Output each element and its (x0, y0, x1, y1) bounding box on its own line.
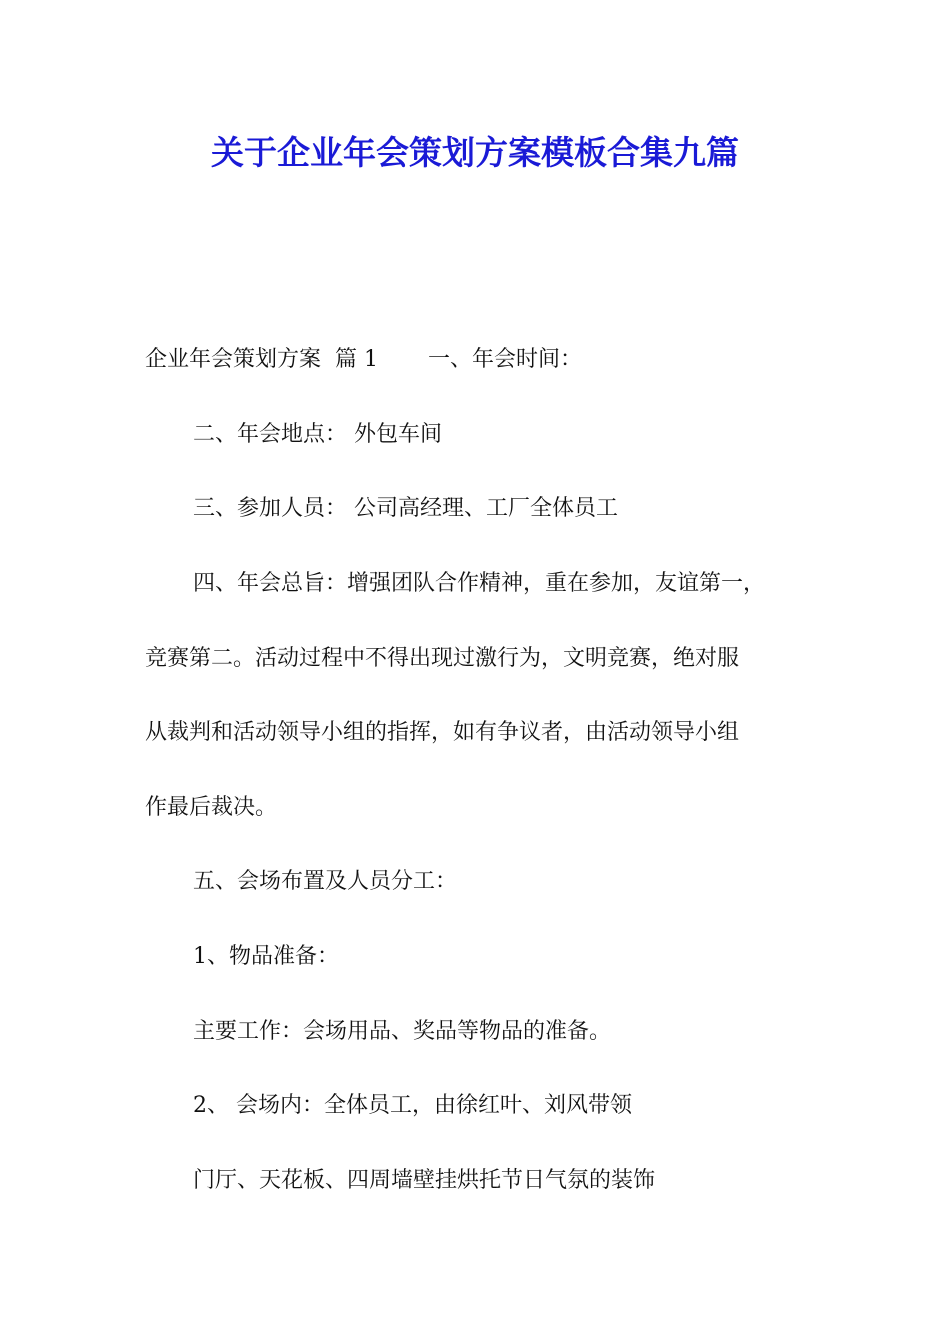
item-time: 一、年会时间： (428, 347, 583, 372)
paragraph-line: 四、年会总旨：增强团队合作精神，重在参加，友谊第一， (193, 571, 766, 596)
item-venue-setup: 五、会场布置及人员分工： (193, 869, 458, 894)
document-title: 关于企业年会策划方案模板合集九篇 (211, 133, 739, 172)
paragraph-line: 主要工作：会场用品、奖品等物品的准备。 (193, 1019, 612, 1044)
part-label: 篇 1 (335, 347, 379, 372)
item-participants: 三、参加人员： 公司高经理、工厂全体员工 (193, 496, 618, 521)
item-location: 二、年会地点： 外包车间 (193, 422, 442, 447)
section-heading-line (145, 344, 582, 376)
item-indoor-venue: 2、 会场内：全体员工，由徐红叶、刘风带领 (193, 1093, 632, 1118)
paragraph-line: 从裁判和活动领导小组的指挥，如有争议者，由活动领导小组 (145, 720, 740, 745)
paragraph-line: 作最后裁决。 (145, 795, 278, 820)
paragraph-line: 竞赛第二。活动过程中不得出现过激行为，文明竞赛，绝对服 (145, 646, 740, 671)
doc-label: 企业年会策划方案 (145, 347, 322, 372)
item-supplies: 1、物品准备： (193, 944, 339, 969)
paragraph-line: 门厅、天花板、四周墙壁挂烘托节日气氛的装饰 (193, 1168, 656, 1193)
